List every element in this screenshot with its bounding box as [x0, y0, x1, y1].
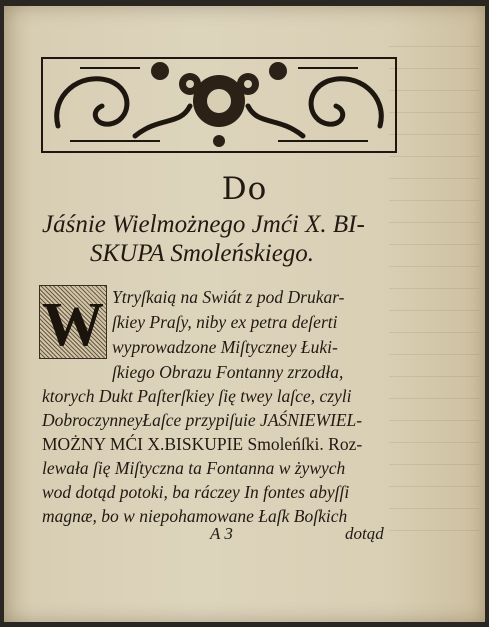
heading-do: Do	[221, 171, 268, 207]
body-line-8: lewała ſię Miſtyczna ta Fontanna w żywych	[42, 458, 346, 478]
body-line-2: ſkiey Praſy, niby ex petra deſerti	[112, 312, 338, 332]
body-line-6: DobroczynneyŁaſce przypiſuie JAŚNIEWIEL-	[42, 410, 363, 430]
decorated-initial	[39, 285, 107, 359]
body-line-3: wyprowadzone Miſtyczney Łuki-	[112, 337, 338, 357]
signature-mark: A 3	[210, 524, 233, 543]
body-line-1: Ytryſkaią na Swiát z pod Drukar-	[112, 287, 345, 307]
floral-headpiece-ornament	[40, 56, 398, 154]
catchword: dotąd	[345, 524, 384, 543]
body-line-9: wod dotąd potoki, ba ráczey In fontes abyſſi	[42, 482, 350, 502]
initial-letter: W	[42, 291, 104, 359]
body-line-7: MOŻNY MĆI X.BISKUPIE Smoleńſki. Roz-	[42, 434, 363, 454]
dedication-line-2: SKUPA Smoleńskiego.	[90, 240, 315, 267]
body-line-5: ktorych Dukt Paſterſkiey ſię twey laſce, czyli	[42, 386, 352, 406]
dedication-line-1: Jáśnie Wielmożnego Jmći X. BI-	[42, 211, 365, 238]
body-line-10: magnæ, bo w niepohamowane Łaſk Boſkich	[42, 506, 348, 526]
bleed-through-text	[389, 46, 479, 546]
body-line-4: ſkiego Obrazu Fontanny zrzodła,	[112, 362, 344, 382]
